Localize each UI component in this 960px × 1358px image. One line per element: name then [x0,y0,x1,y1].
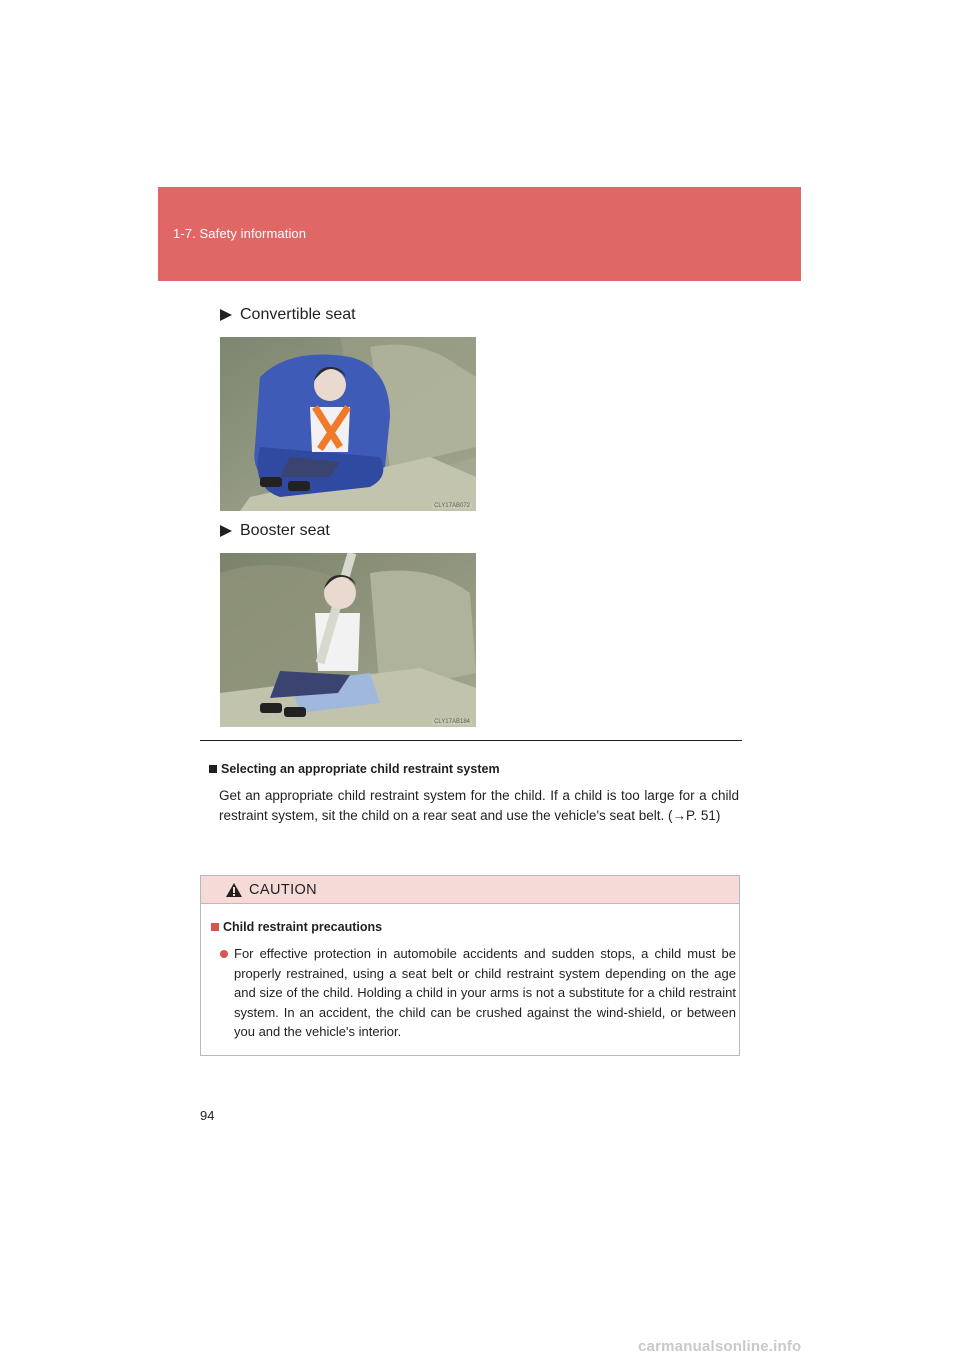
note-section [209,762,739,825]
section-divider [200,740,742,741]
caution-bullet-text: For effective protection in automobile accidents and sudden stops, a child must be properly restrained, using a seat belt or child restraint system depending on the age and size of the child. Holding a child in your arms is not a substitute for a child restraint system. In an accident, the child can be crushed against the wind-shield, or between you and the vehicle's interior. [234,946,736,1039]
section-title: 1-7. Safety information [173,226,307,241]
circle-bullet-icon [220,950,228,958]
figure-heading-convertible [220,306,356,324]
figure-code: CLY17AB184 [434,719,470,725]
booster-seat-illustration [220,553,476,727]
figure-code: CLY17AB072 [434,503,470,509]
note-heading [209,762,739,776]
caution-bullet [220,944,736,1042]
watermark: carmanualsonline.info [638,1338,802,1355]
triangle-bullet-icon [220,525,232,537]
note-body: Get an appropriate child restraint system for the child. If a child is too large for a child restraint system, sit the child on a rear seat and use the vehicle's seat belt. (→P. 51) [219,788,739,823]
caution-header [201,876,739,904]
convertible-seat-illustration [220,337,476,511]
caution-title-text: Child restraint precautions [223,920,383,934]
square-bullet-icon [209,765,217,773]
square-bullet-icon [211,923,219,931]
warning-triangle-icon [225,882,243,898]
page-number: 94 [200,1108,215,1123]
figure-heading-booster [220,522,330,540]
note-title-text: Selecting an appropriate child restraint system [221,762,500,776]
caution-label: CAUTION [249,881,318,898]
triangle-bullet-icon [220,309,232,321]
section-header-band [158,187,801,281]
figure-heading-text: Convertible seat [240,306,356,323]
figure-heading-text: Booster seat [240,522,330,539]
caution-box [200,875,740,1056]
caution-heading [211,920,382,934]
